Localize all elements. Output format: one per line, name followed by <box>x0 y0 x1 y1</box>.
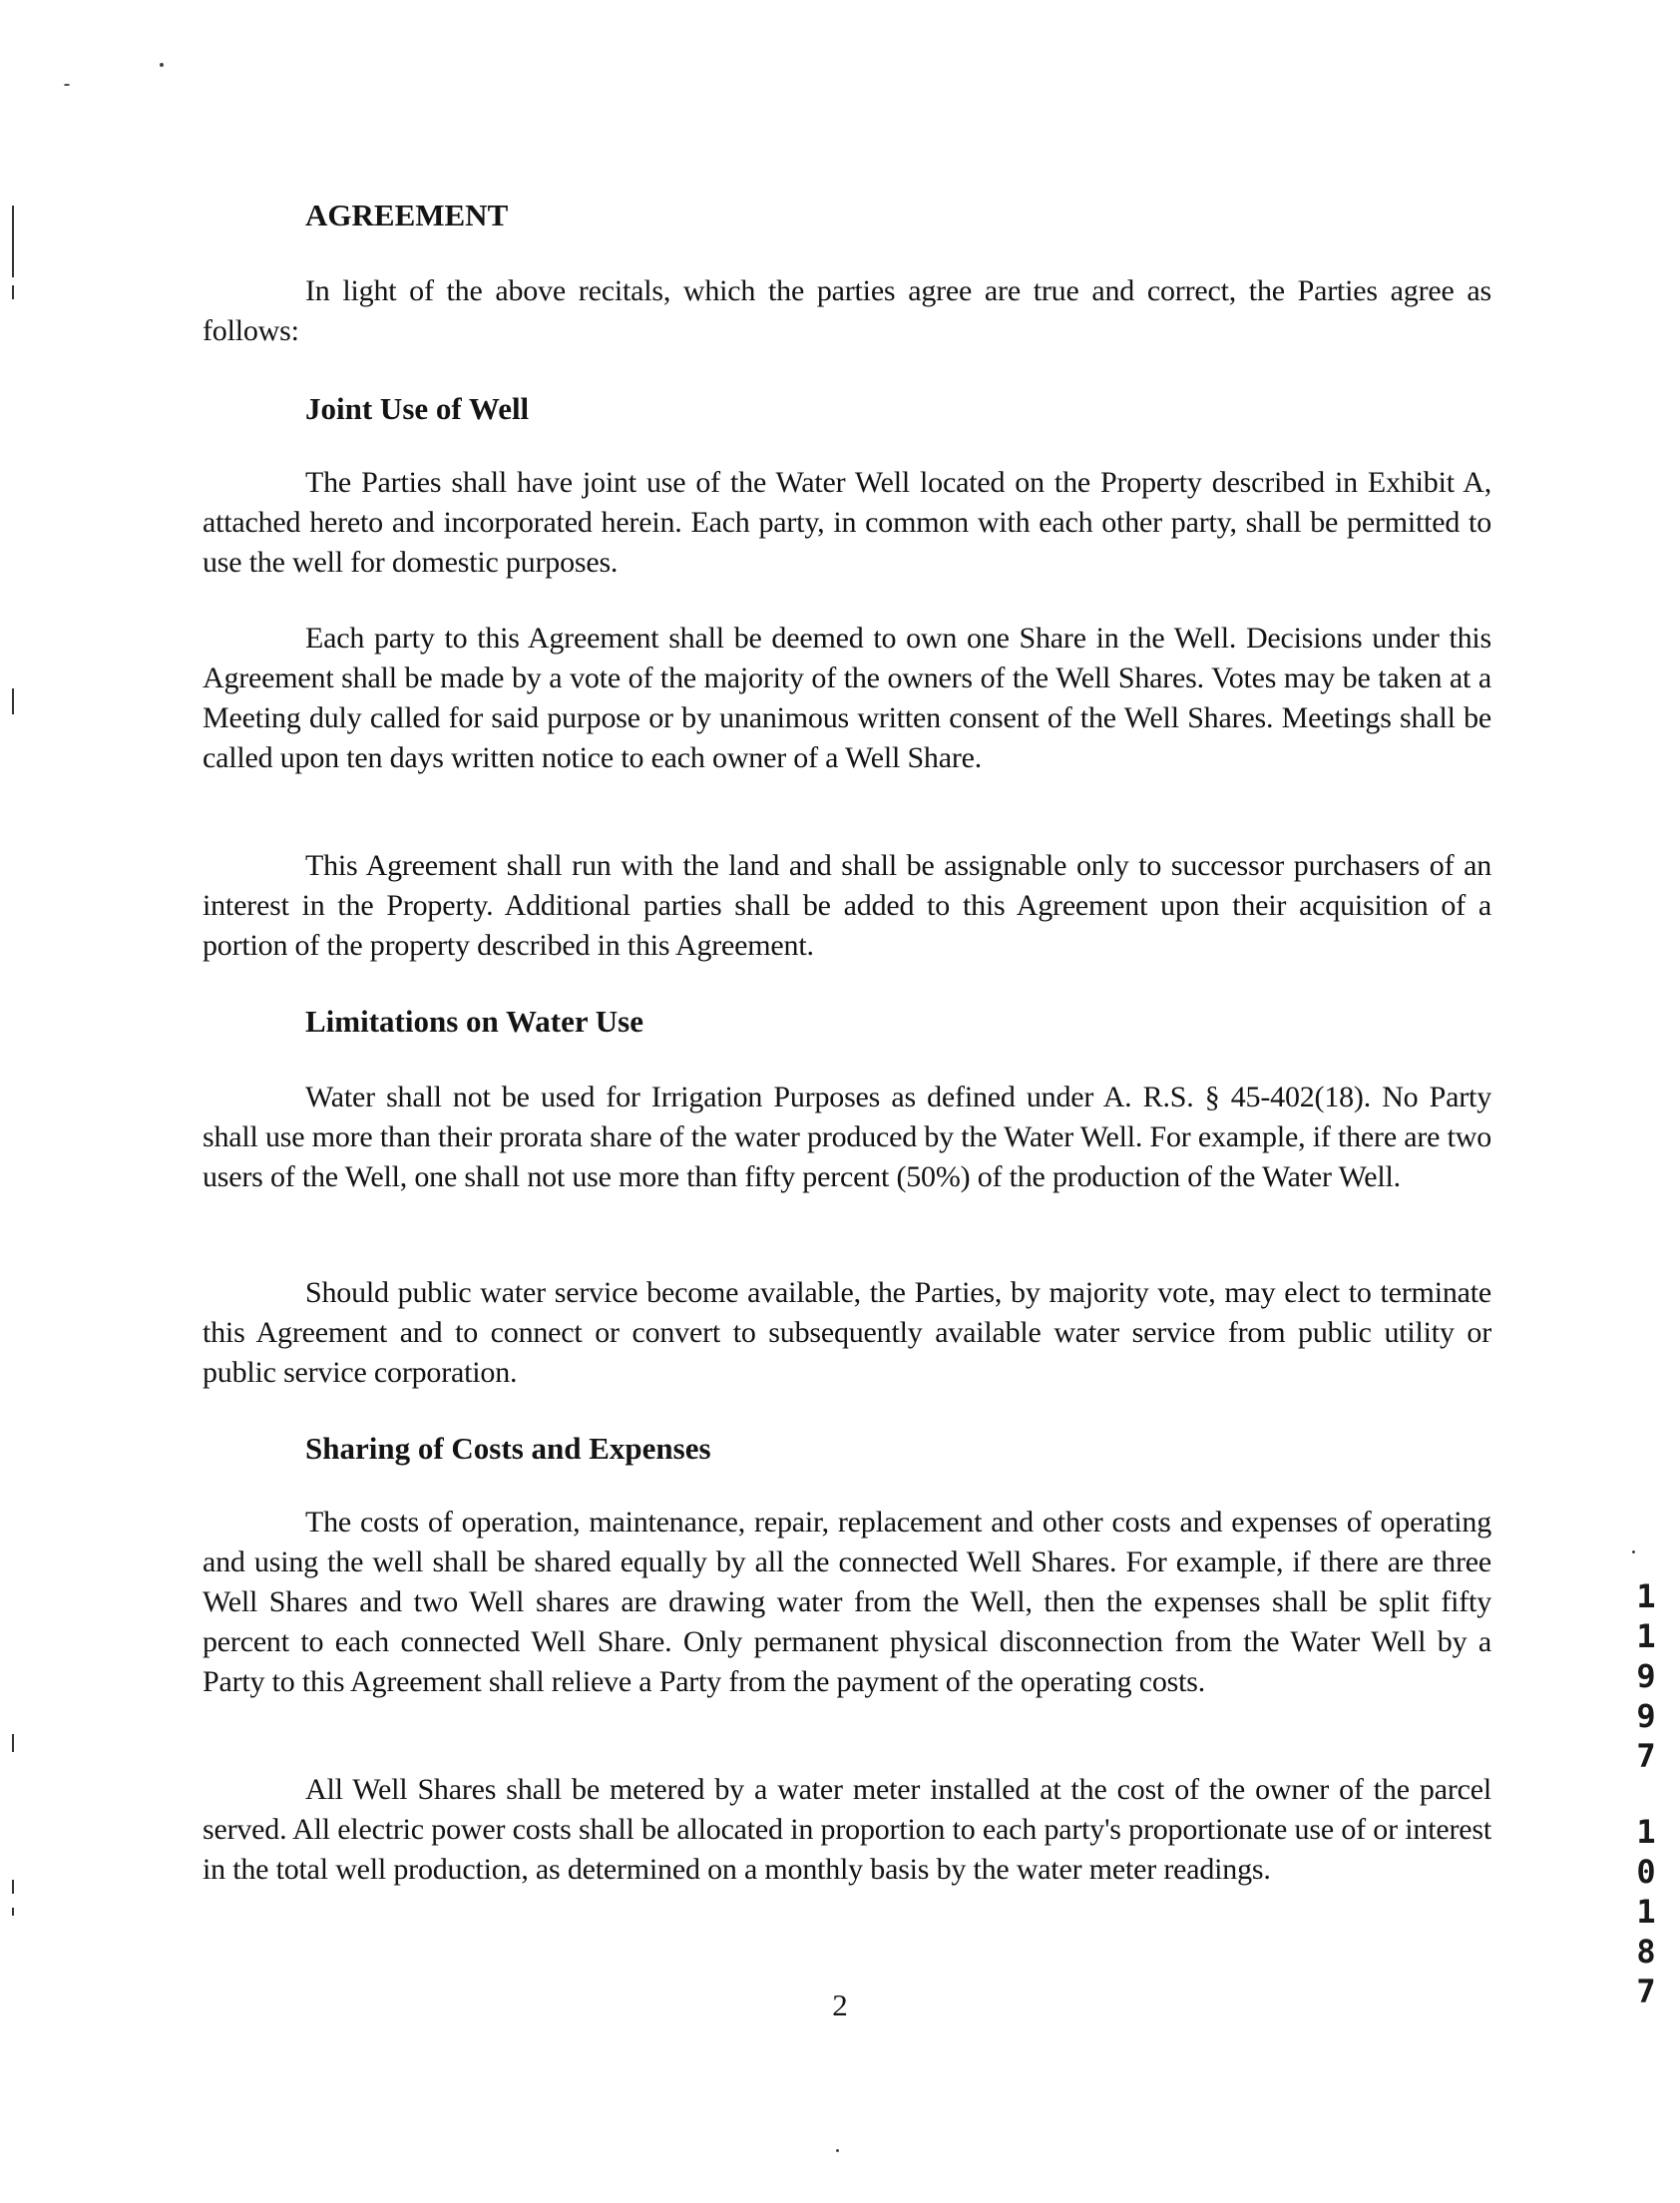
recording-digit: 0 <box>1636 1853 1656 1891</box>
paragraph-joint-use-3: This Agreement shall run with the land and shall be assignable only to successor purchasers of an interest in the Property. Additional parties shall be added to this Agreement upon their acquisition of a portion of the property described in this Agreement. <box>203 849 1491 962</box>
paragraph-sharing-1: The costs of operation, maintenance, repair, replacement and other costs and expenses of operating and using the well shall be shared equally by all the connected Well Shares. For example, if there are three Well Shares and two Well shares are drawing water from the Well, then the expenses shall be split fifty percent to each connected Well Share. Only permanent physical disconnection from the Water Well by a Party to this Agreement shall relieve a Party from the payment of the operating costs. <box>203 1506 1491 1698</box>
recording-digit: 7 <box>1636 1973 1656 2010</box>
recording-digit: 1 <box>1636 1577 1656 1615</box>
recording-gap <box>1632 1776 1660 1812</box>
paragraph-limitations-1: Water shall not be used for Irrigation Purposes as defined under A. R.S. § 45-402(18). No Party shall use more than their prorata share of the water produced by the Water Well. For example, if there are two users of the Well, one shall not use more than fifty percent (50%) of the production of the Water Well. <box>203 1081 1491 1193</box>
heading-sharing-of-costs: Sharing of Costs and Expenses <box>305 1431 711 1466</box>
margin-mark <box>12 1908 14 1916</box>
recording-digit: 1 <box>1636 1617 1656 1655</box>
heading-agreement: AGREEMENT <box>305 198 509 232</box>
margin-mark <box>12 285 14 299</box>
paragraph-joint-use-1: The Parties shall have joint use of the Water Well located on the Property described in Exhibit A, attached hereto and incorporated herein. Each party, in common with each other party, shall be permitted to use the well for domestic purposes. <box>203 466 1491 579</box>
scan-speck <box>1632 1550 1635 1553</box>
recording-digit: 8 <box>1636 1933 1656 1971</box>
page-number: 2 <box>832 1987 848 2022</box>
scan-speck <box>836 2149 839 2152</box>
paragraph-intro: In light of the above recitals, which the parties agree are true and correct, the Parties agree as follows: <box>203 274 1491 347</box>
paragraph-joint-use-2: Each party to this Agreement shall be deemed to own one Share in the Well. Decisions under this Agreement shall be made by a vote of the majority of the owners of the Well Shares. Votes may be taken at a Meeting duly called for said purpose or by unanimous written consent of the Well Shares. Meetings shall be called upon ten days written notice to each owner of a Well Share. <box>203 622 1491 774</box>
heading-joint-use-of-well: Joint Use of Well <box>305 391 530 426</box>
margin-mark <box>12 206 14 277</box>
scan-speck <box>160 63 164 67</box>
margin-mark <box>12 1880 14 1894</box>
margin-mark <box>12 1734 14 1752</box>
recording-digit: 9 <box>1636 1697 1656 1735</box>
margin-mark <box>12 688 14 714</box>
scan-speck <box>64 84 70 86</box>
recording-digit: 1 <box>1636 1813 1656 1851</box>
recording-digit: 9 <box>1636 1657 1656 1695</box>
recording-digit: 1 <box>1636 1893 1656 1931</box>
paragraph-limitations-2: Should public water service become available, the Parties, by majority vote, may elect to terminate this Agreement and to connect or convert to subsequently available water service from public utility or public service corporation. <box>203 1276 1491 1389</box>
paragraph-sharing-2: All Well Shares shall be metered by a water meter installed at the cost of the owner of the parcel served. All electric power costs shall be allocated in proportion to each party's proportionate use of or interest in the total well production, as determined on a monthly basis by the water meter readings. <box>203 1773 1491 1886</box>
recording-number-stamp <box>1632 1576 1660 2011</box>
recording-digit: 7 <box>1636 1737 1656 1775</box>
heading-limitations-on-water-use: Limitations on Water Use <box>305 1004 644 1039</box>
